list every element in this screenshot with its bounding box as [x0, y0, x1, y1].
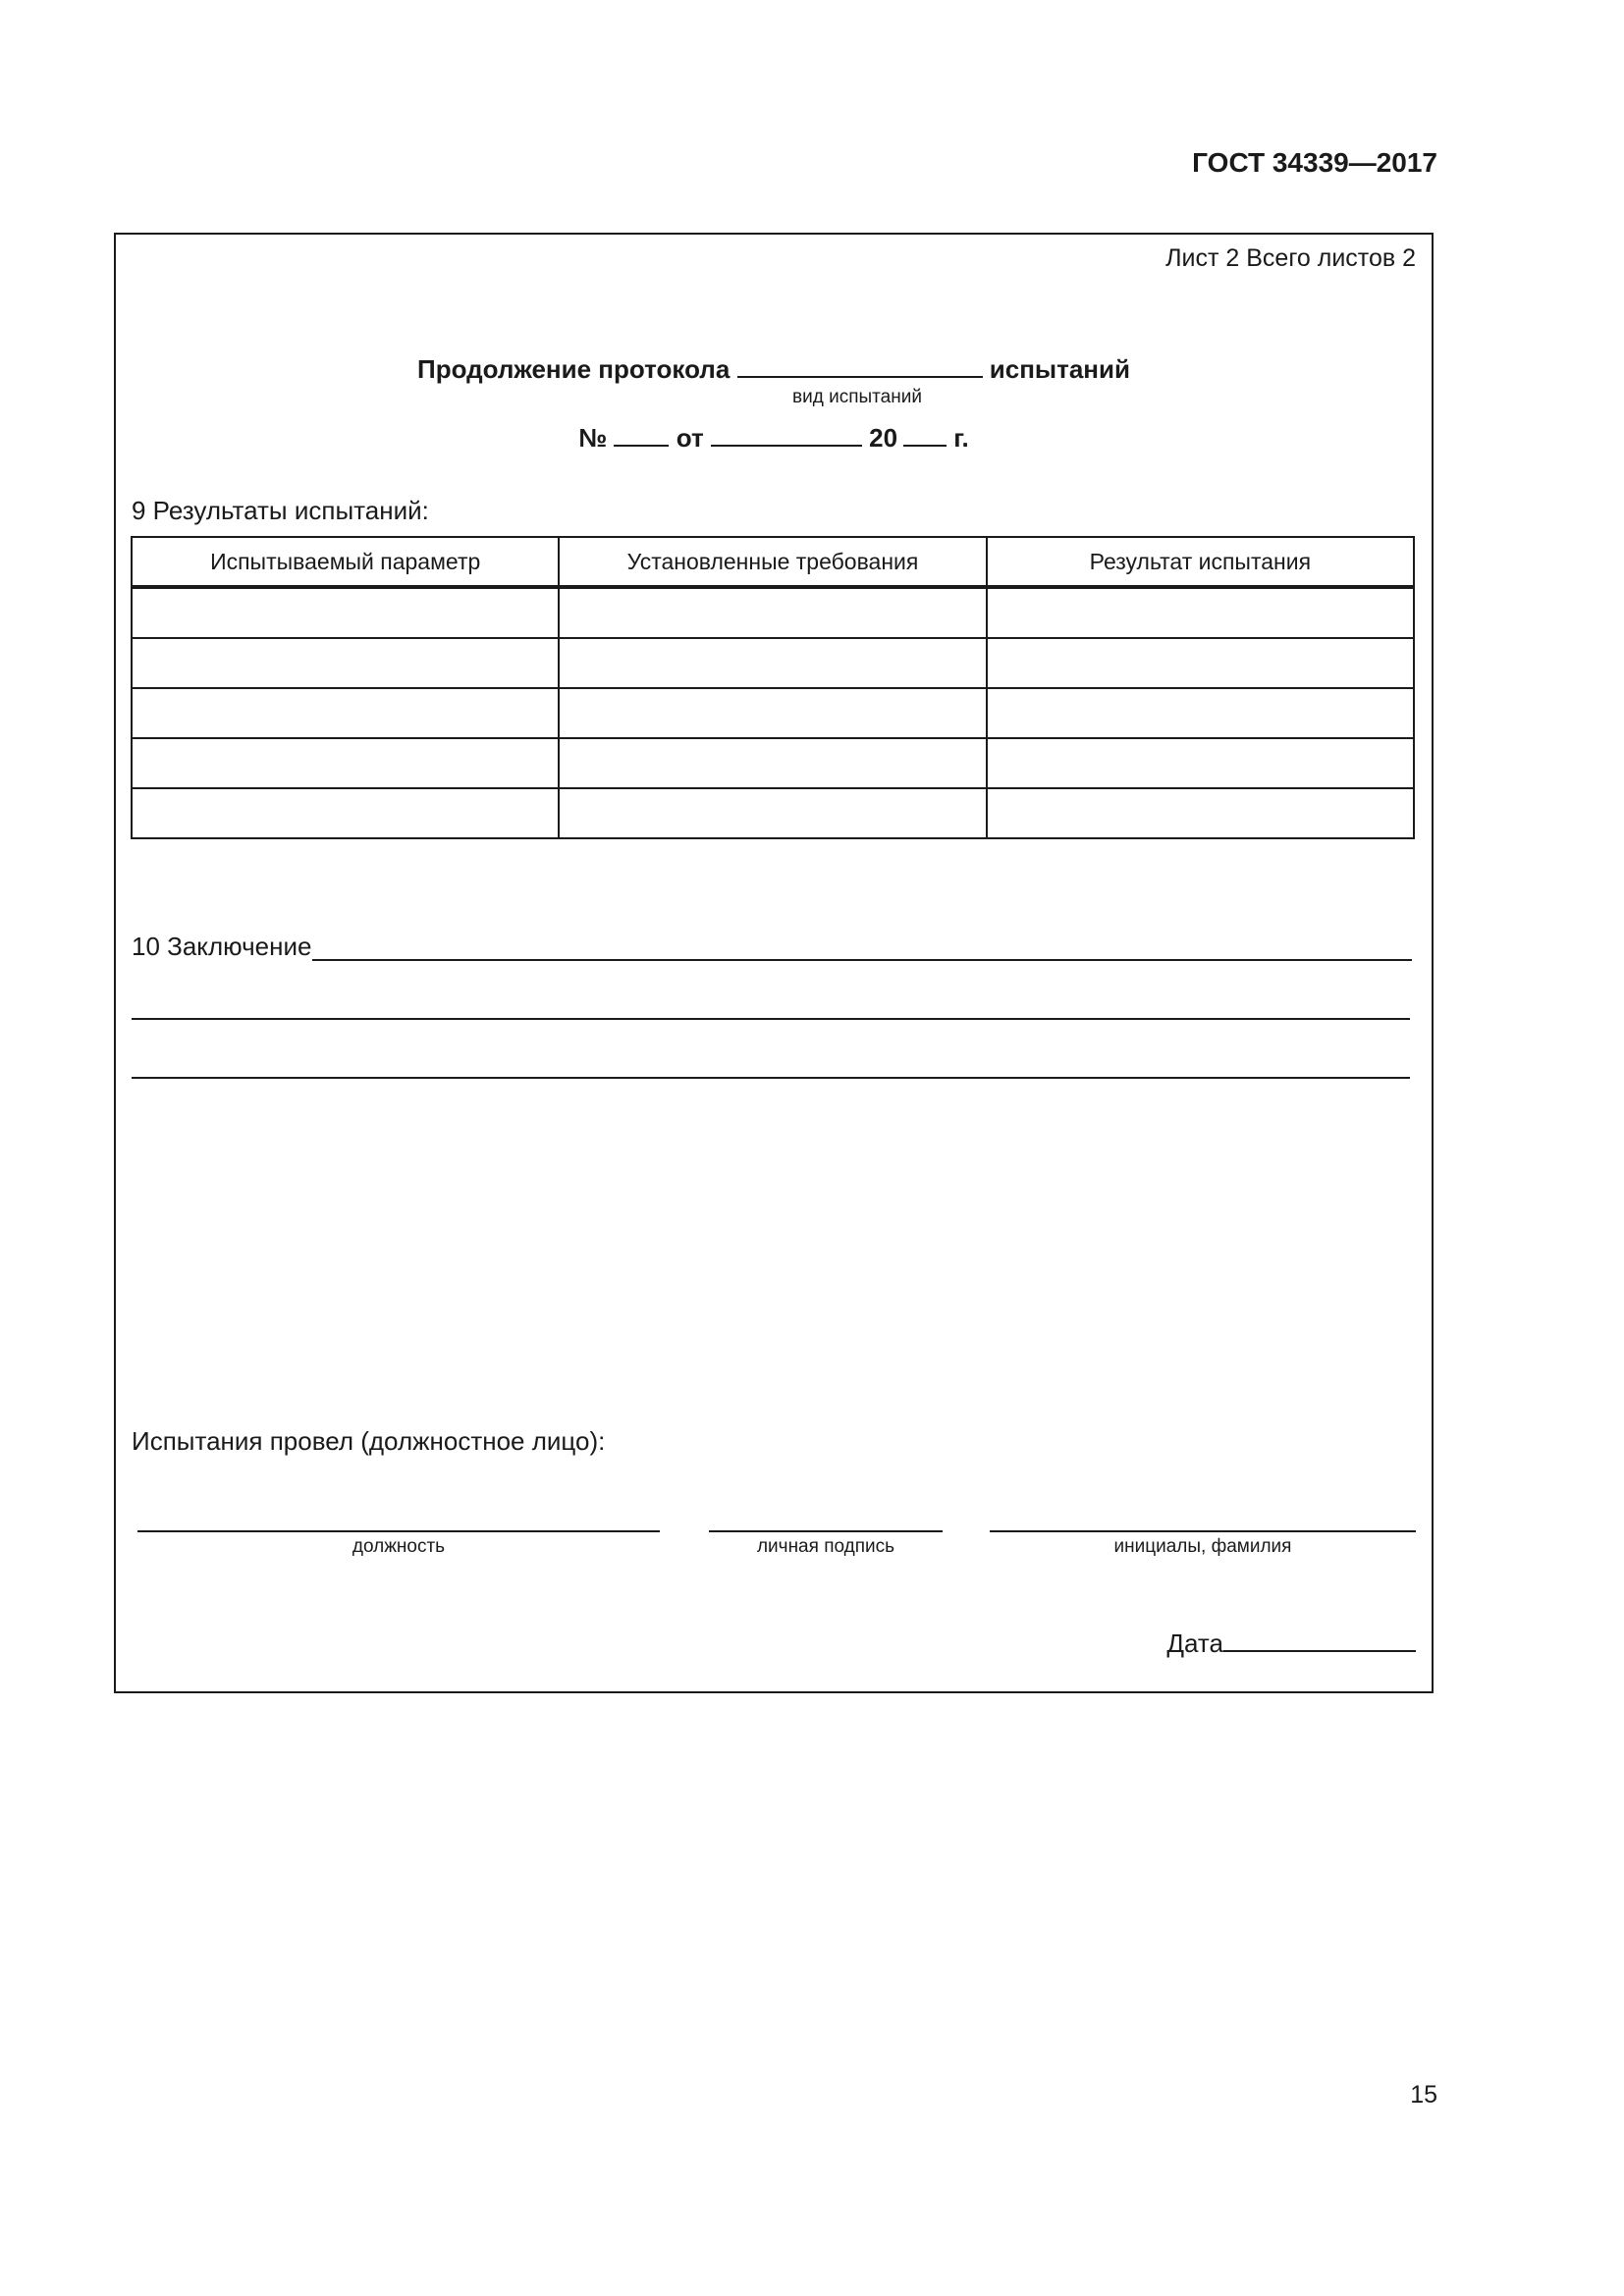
table-cell[interactable] — [987, 788, 1414, 838]
number-blank[interactable] — [614, 444, 669, 447]
conducted-by-label: Испытания провел (должностное лицо): — [132, 1426, 606, 1456]
sheet-info: Лист 2 Всего листов 2 — [1165, 244, 1416, 272]
date-field — [1166, 1629, 1416, 1659]
signature-label: личная подпись — [756, 1536, 895, 1557]
table-cell[interactable] — [987, 738, 1414, 788]
protocol-number-line — [116, 423, 1432, 454]
table-cell[interactable] — [559, 688, 986, 738]
results-table — [131, 536, 1415, 839]
conclusion-line-2[interactable] — [132, 1018, 1410, 1020]
test-type-hint: вид испытаний — [792, 387, 922, 407]
position-line[interactable] — [137, 1530, 660, 1532]
from-label: от — [676, 423, 704, 453]
column-header: Результат испытания — [987, 537, 1414, 587]
section-9-title: 9 Результаты испытаний: — [132, 496, 429, 525]
year-suffix: г. — [953, 423, 969, 453]
year-blank[interactable] — [903, 444, 947, 447]
number-label: № — [578, 423, 608, 453]
position-label: должность — [352, 1536, 446, 1557]
date-label: Дата — [1166, 1629, 1223, 1658]
table-cell[interactable] — [132, 788, 559, 838]
table-row — [132, 738, 1414, 788]
heading-prefix: Продолжение протокола — [417, 354, 731, 384]
date-signature-blank[interactable] — [1223, 1649, 1416, 1652]
table-cell[interactable] — [559, 738, 986, 788]
table-row — [132, 587, 1414, 638]
table-cell[interactable] — [132, 688, 559, 738]
table-cell[interactable] — [559, 587, 986, 638]
table-cell[interactable] — [987, 688, 1414, 738]
table-cell[interactable] — [559, 788, 986, 838]
conclusion-line-1[interactable] — [312, 959, 1412, 961]
table-cell[interactable] — [559, 638, 986, 688]
table-cell[interactable] — [132, 587, 559, 638]
table-row — [132, 638, 1414, 688]
page-number: 15 — [1410, 2081, 1437, 2109]
table-cell[interactable] — [987, 638, 1414, 688]
conclusion-line-3[interactable] — [132, 1077, 1410, 1079]
protocol-form — [114, 233, 1434, 1693]
table-cell[interactable] — [987, 587, 1414, 638]
table-cell[interactable] — [132, 638, 559, 688]
name-label: инициалы, фамилия — [1113, 1536, 1292, 1557]
signature-line[interactable] — [709, 1530, 943, 1532]
name-line[interactable] — [990, 1530, 1416, 1532]
table-row — [132, 688, 1414, 738]
table-header-row — [132, 537, 1414, 587]
table-row — [132, 788, 1414, 838]
test-type-blank[interactable] — [737, 375, 983, 378]
column-header: Испытываемый параметр — [132, 537, 559, 587]
document-code: ГОСТ 34339—2017 — [1192, 147, 1437, 178]
section-10-title: 10 Заключение — [132, 932, 312, 961]
table-cell[interactable] — [132, 738, 559, 788]
heading-suffix: испытаний — [989, 354, 1130, 384]
date-blank[interactable] — [711, 444, 862, 447]
column-header: Установленные требования — [559, 537, 986, 587]
protocol-heading — [116, 354, 1432, 385]
year-prefix: 20 — [869, 423, 898, 453]
